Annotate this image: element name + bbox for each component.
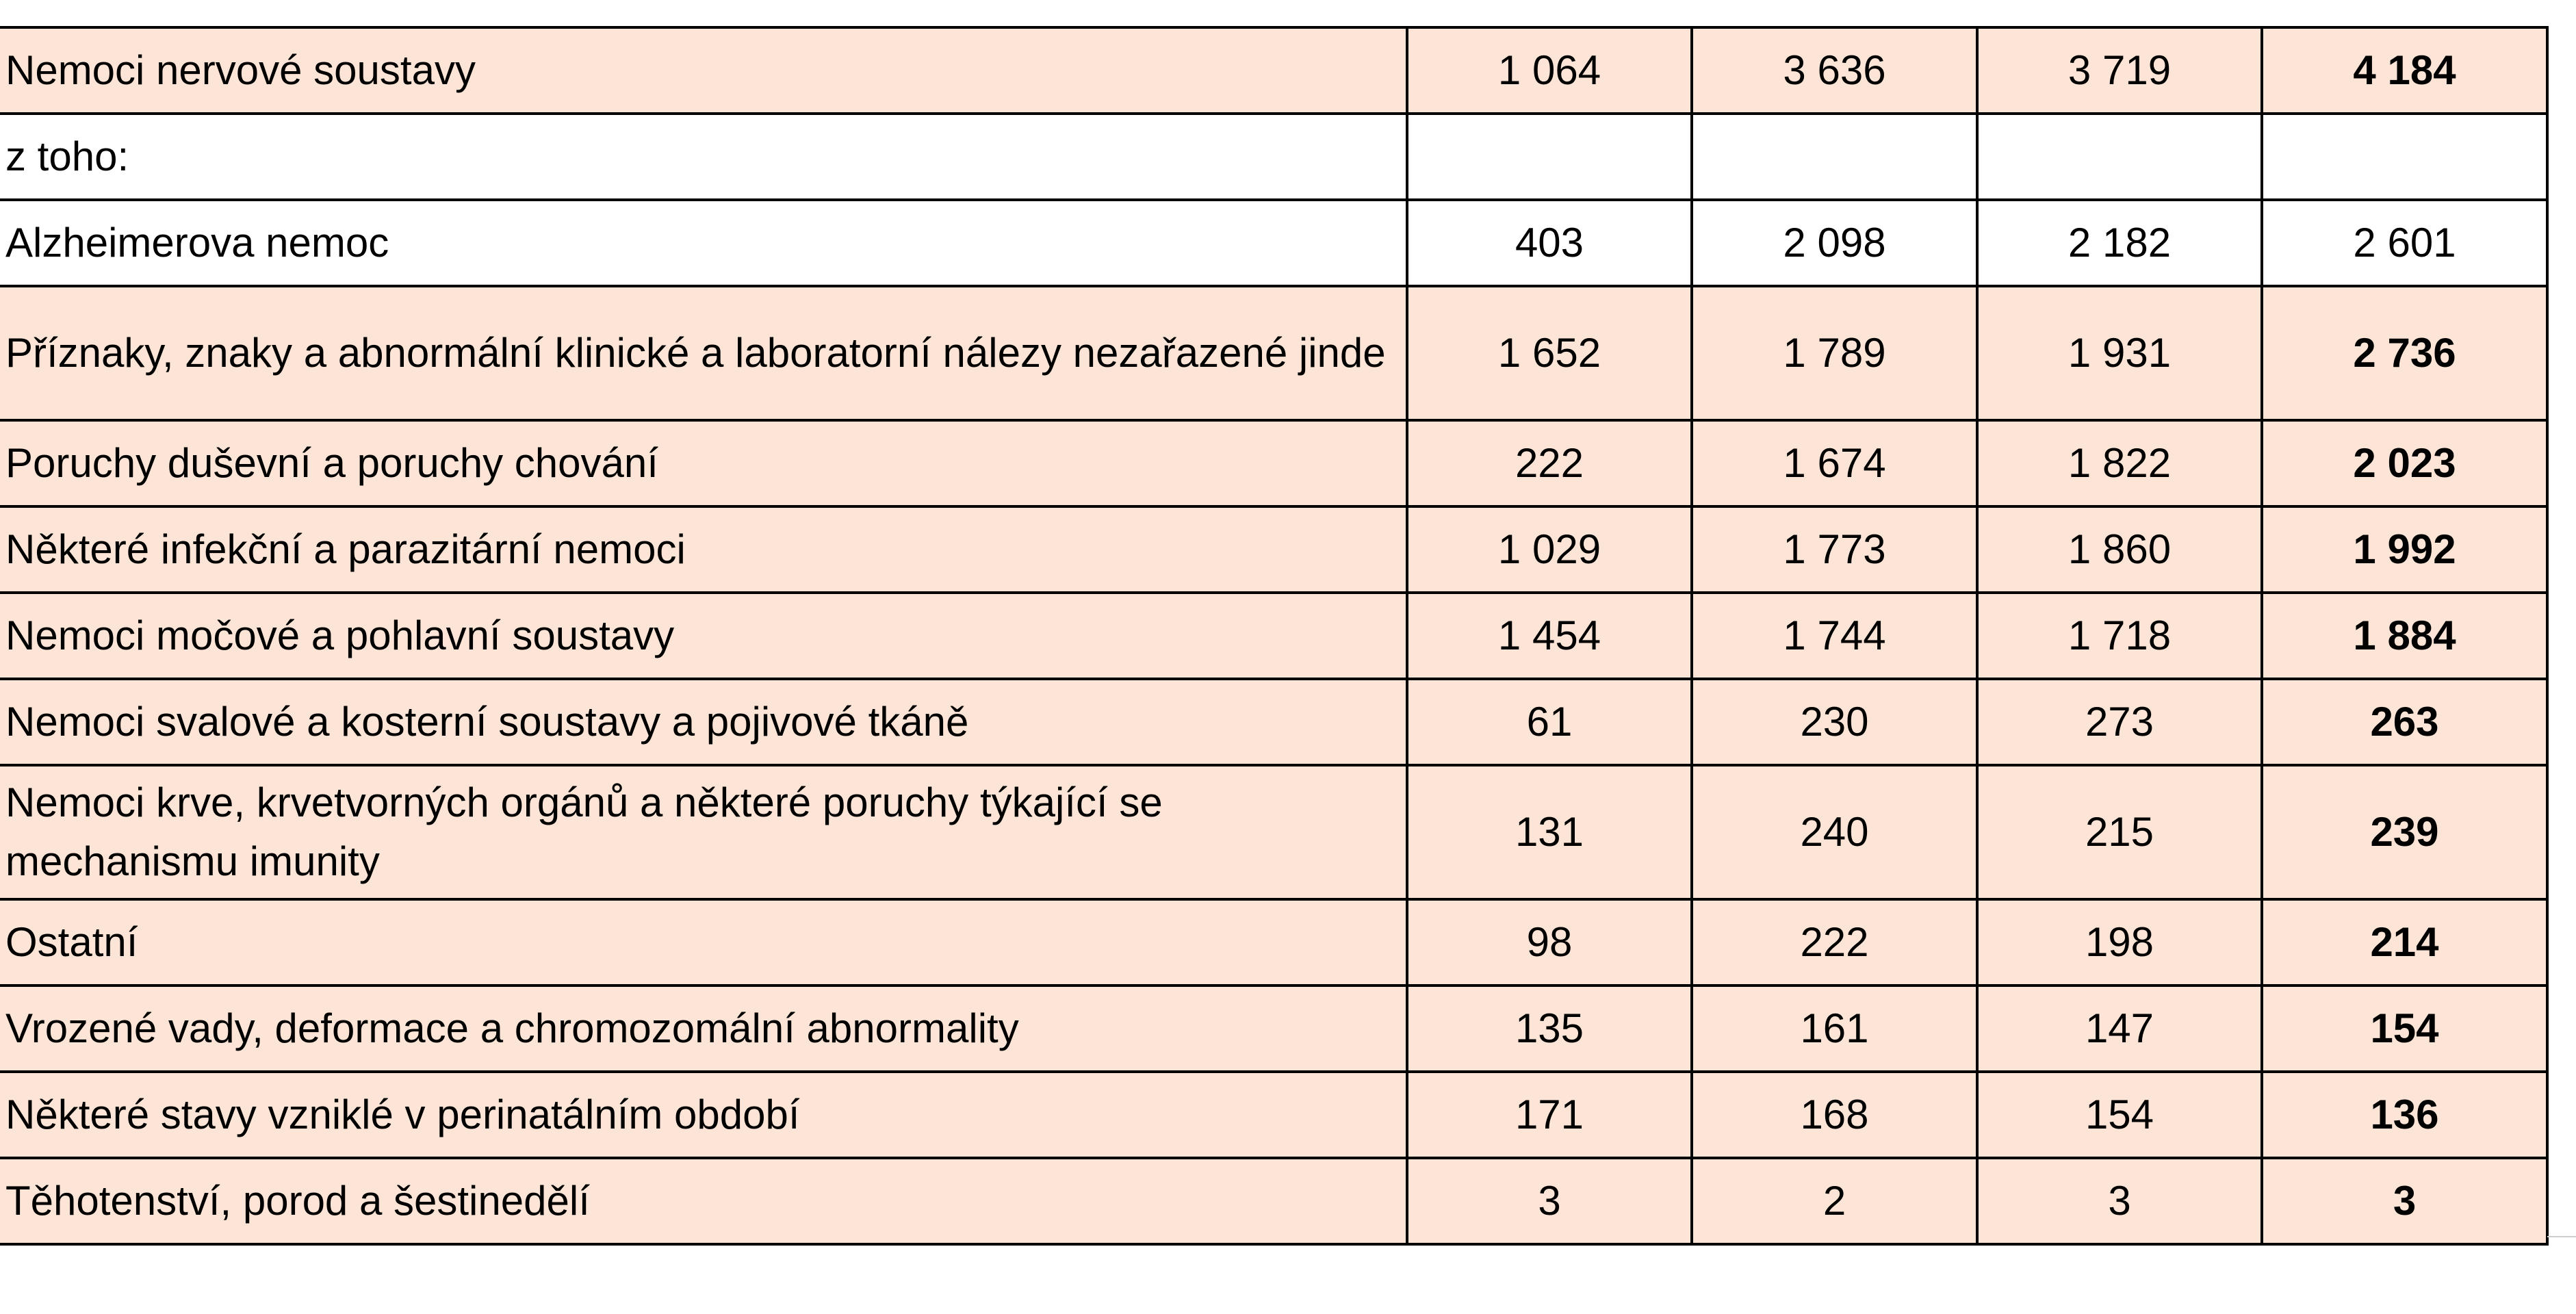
value-cell[interactable]: 135 [1407,985,1692,1072]
value-cell[interactable]: 98 [1407,899,1692,985]
value-cell[interactable]: 1 454 [1407,593,1692,679]
value-cell-latest[interactable]: 1 884 [2262,593,2547,679]
value-cell[interactable]: 61 [1407,679,1692,765]
row-label[interactable]: Alzheimerova nemoc [0,200,1407,286]
value-cell[interactable]: 1 773 [1692,506,1977,593]
value-cell[interactable]: 3 [1407,1158,1692,1244]
table-row [0,765,2547,899]
value-cell[interactable]: 1 674 [1692,420,1977,506]
value-cell[interactable]: 2 [1692,1158,1977,1244]
data-table [0,26,2549,1246]
value-cell[interactable]: 1 718 [1977,593,2262,679]
row-label[interactable]: Těhotenství, porod a šestinedělí [0,1158,1407,1244]
table-row [0,1072,2547,1158]
value-cell[interactable]: 1 064 [1407,27,1692,114]
table-row [0,1158,2547,1244]
value-cell[interactable]: 222 [1692,899,1977,985]
table-row [0,286,2547,420]
value-cell-latest[interactable]: 2 736 [2262,286,2547,420]
value-cell[interactable]: 1 652 [1407,286,1692,420]
value-cell-latest[interactable] [2262,114,2547,200]
value-cell[interactable]: 1 931 [1977,286,2262,420]
table-row [0,679,2547,765]
value-cell-latest[interactable]: 136 [2262,1072,2547,1158]
row-label[interactable]: Ostatní [0,899,1407,985]
value-cell[interactable]: 3 636 [1692,27,1977,114]
value-cell[interactable]: 171 [1407,1072,1692,1158]
value-cell[interactable]: 1 744 [1692,593,1977,679]
table-row [0,506,2547,593]
value-cell[interactable] [1692,114,1977,200]
spreadsheet-area [0,26,2549,1246]
value-cell[interactable]: 215 [1977,765,2262,899]
table-row [0,420,2547,506]
value-cell[interactable]: 230 [1692,679,1977,765]
table-row [0,593,2547,679]
value-cell[interactable]: 131 [1407,765,1692,899]
value-cell[interactable] [1407,114,1692,200]
table-row [0,899,2547,985]
row-label[interactable]: Vrozené vady, deformace a chromozomální abnormality [0,985,1407,1072]
value-cell-latest[interactable]: 1 992 [2262,506,2547,593]
value-cell[interactable]: 1 789 [1692,286,1977,420]
value-cell[interactable] [1977,114,2262,200]
value-cell[interactable]: 154 [1977,1072,2262,1158]
value-cell[interactable]: 240 [1692,765,1977,899]
row-label[interactable]: z toho: [0,114,1407,200]
value-cell[interactable]: 3 719 [1977,27,2262,114]
table-row [0,985,2547,1072]
row-label[interactable]: Některé stavy vzniklé v perinatálním období [0,1072,1407,1158]
value-cell[interactable]: 198 [1977,899,2262,985]
value-cell[interactable]: 161 [1692,985,1977,1072]
value-cell[interactable]: 2 182 [1977,200,2262,286]
table-row [0,114,2547,200]
table-body [0,27,2547,1244]
value-cell-latest[interactable]: 3 [2262,1158,2547,1244]
row-label[interactable]: Některé infekční a parazitární nemoci [0,506,1407,593]
value-cell[interactable]: 273 [1977,679,2262,765]
value-cell-latest[interactable]: 239 [2262,765,2547,899]
value-cell[interactable]: 1 822 [1977,420,2262,506]
value-cell-latest[interactable]: 4 184 [2262,27,2547,114]
value-cell-latest[interactable]: 154 [2262,985,2547,1072]
value-cell[interactable]: 3 [1977,1158,2262,1244]
value-cell[interactable]: 147 [1977,985,2262,1072]
row-label-text: Příznaky, znaky a abnormální klinické a laboratorní nálezy nezařazené jinde [5,330,1386,376]
row-label[interactable]: Nemoci svalové a kosterní soustavy a pojivové tkáně [0,679,1407,765]
value-cell-latest[interactable]: 263 [2262,679,2547,765]
row-label[interactable]: Nemoci močové a pohlavní soustavy [0,593,1407,679]
row-label[interactable]: Nemoci nervové soustavy [0,27,1407,114]
value-cell-latest[interactable]: 2 601 [2262,200,2547,286]
row-label[interactable] [0,765,1407,899]
row-label[interactable] [0,286,1407,420]
value-cell[interactable]: 1 860 [1977,506,2262,593]
value-cell-latest[interactable]: 2 023 [2262,420,2547,506]
value-cell[interactable]: 403 [1407,200,1692,286]
value-cell[interactable]: 222 [1407,420,1692,506]
value-cell[interactable]: 168 [1692,1072,1977,1158]
table-row [0,27,2547,114]
value-cell[interactable]: 1 029 [1407,506,1692,593]
table-row [0,200,2547,286]
row-label[interactable]: Poruchy duševní a poruchy chování [0,420,1407,506]
sheet-edge-divider [2547,1236,2576,1237]
value-cell[interactable]: 2 098 [1692,200,1977,286]
row-label-text: Nemoci krve, krvetvorných orgánů a některé poruchy týkající se mechanismu imunity [5,780,1163,884]
value-cell-latest[interactable]: 214 [2262,899,2547,985]
